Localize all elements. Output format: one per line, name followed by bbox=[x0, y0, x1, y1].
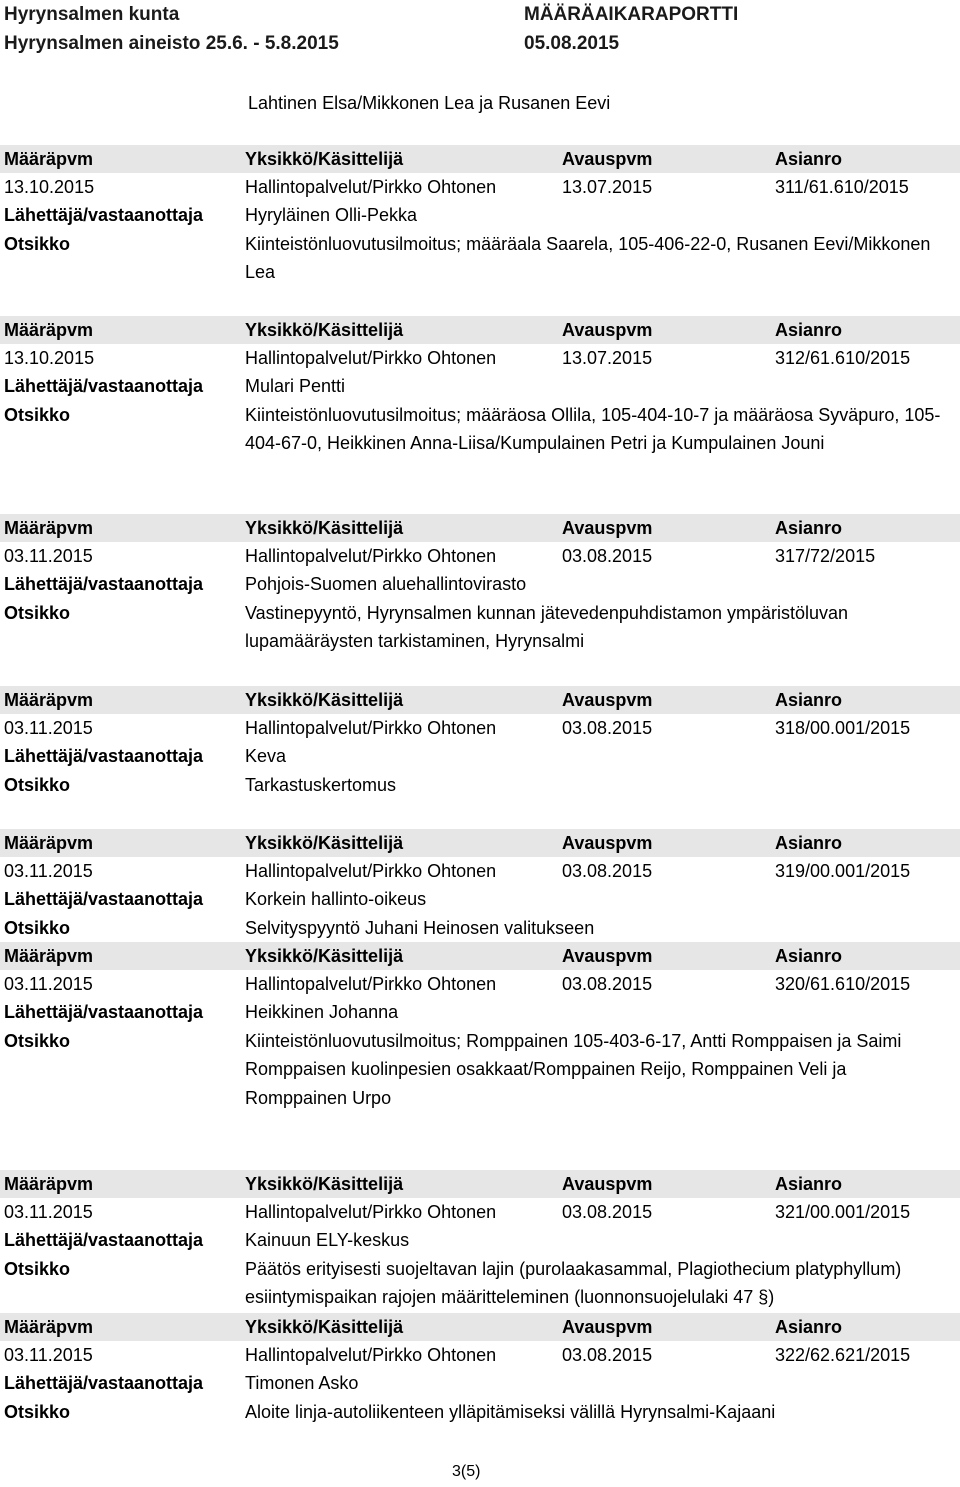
column-header-case-no: Asianro bbox=[775, 1317, 843, 1337]
sender-row bbox=[0, 372, 960, 401]
title-row bbox=[0, 1255, 960, 1312]
opened-date: 13.07.2015 bbox=[562, 177, 653, 197]
column-header-handler: Yksikkö/Käsittelijä bbox=[245, 320, 404, 340]
column-header-opened: Avauspvm bbox=[562, 1317, 653, 1337]
column-header-opened: Avauspvm bbox=[562, 320, 653, 340]
record-data-row bbox=[0, 714, 960, 742]
title-value: Päätös erityisesti suojeltavan lajin (purolaakasammal, Plagiothecium platyphyllum) esiintymispaikan rajojen määritteleminen (luonnonsuojelulaki 47 §) bbox=[245, 1258, 902, 1307]
column-header-case-no: Asianro bbox=[775, 690, 843, 710]
deadline-date: 03.11.2015 bbox=[4, 1202, 93, 1222]
sender-label: Lähettäjä/vastaanottaja bbox=[4, 574, 204, 594]
opened-date: 03.08.2015 bbox=[562, 1345, 653, 1365]
sender-value: Timonen Asko bbox=[245, 1373, 359, 1393]
case-number: 318/00.001/2015 bbox=[775, 718, 911, 738]
column-header-handler: Yksikkö/Käsittelijä bbox=[245, 518, 404, 538]
title-value: Kiinteistönluovutusilmoitus; Romppainen 105-403-6-17, Antti Romppaisen ja Saimi Romppaisen kuolinpesien osakkaat/Romppainen Reijo, Romppainen Veli ja Romppainen Urpo bbox=[245, 1030, 902, 1108]
column-header-deadline: Määräpvm bbox=[4, 149, 94, 169]
column-header-deadline: Määräpvm bbox=[4, 518, 94, 538]
opened-date: 13.07.2015 bbox=[562, 348, 653, 368]
case-number: 312/61.610/2015 bbox=[775, 348, 911, 368]
sender-row bbox=[0, 570, 960, 599]
opened-date: 03.08.2015 bbox=[562, 861, 653, 881]
continued-title-line: Lahtinen Elsa/Mikkonen Lea ja Rusanen Eevi bbox=[248, 93, 611, 113]
record-header-row bbox=[0, 145, 960, 173]
column-header-opened: Avauspvm bbox=[562, 833, 653, 853]
sender-value: Mulari Pentti bbox=[245, 376, 346, 396]
sender-label: Lähettäjä/vastaanottaja bbox=[4, 1373, 204, 1393]
sender-value: Korkein hallinto-oikeus bbox=[245, 889, 427, 909]
handler: Hallintopalvelut/Pirkko Ohtonen bbox=[245, 718, 497, 738]
case-number: 319/00.001/2015 bbox=[775, 861, 911, 881]
column-header-case-no: Asianro bbox=[775, 149, 843, 169]
sender-row bbox=[0, 201, 960, 230]
sender-label: Lähettäjä/vastaanottaja bbox=[4, 376, 204, 396]
case-number: 317/72/2015 bbox=[775, 546, 876, 566]
record-header-row bbox=[0, 316, 960, 344]
handler: Hallintopalvelut/Pirkko Ohtonen bbox=[245, 1202, 497, 1222]
report-source: Hyrynsalmen aineisto 25.6. - 5.8.2015 bbox=[4, 33, 339, 54]
deadline-date: 03.11.2015 bbox=[4, 546, 93, 566]
title-value: Tarkastuskertomus bbox=[245, 774, 397, 795]
case-number: 322/62.621/2015 bbox=[775, 1345, 911, 1365]
column-header-case-no: Asianro bbox=[775, 946, 843, 966]
case-number: 320/61.610/2015 bbox=[775, 974, 911, 994]
record-header-row bbox=[0, 942, 960, 970]
sender-label: Lähettäjä/vastaanottaja bbox=[4, 889, 204, 909]
deadline-date: 03.11.2015 bbox=[4, 1345, 93, 1365]
column-header-deadline: Määräpvm bbox=[4, 320, 94, 340]
sender-row bbox=[0, 1369, 960, 1398]
record-header-row bbox=[0, 829, 960, 857]
column-header-handler: Yksikkö/Käsittelijä bbox=[245, 946, 404, 966]
title-value: Vastinepyyntö, Hyrynsalmen kunnan jätevedenpuhdistamon ympäristöluvan lupamääräysten tarkistaminen, Hyrynsalmi bbox=[245, 602, 849, 651]
report-title: MÄÄRÄAIKARAPORTTI bbox=[524, 4, 739, 25]
organization-name: Hyrynsalmen kunta bbox=[4, 4, 180, 25]
column-header-deadline: Määräpvm bbox=[4, 833, 94, 853]
opened-date: 03.08.2015 bbox=[562, 974, 653, 994]
title-row bbox=[0, 914, 960, 943]
column-header-handler: Yksikkö/Käsittelijä bbox=[245, 1174, 404, 1194]
sender-label: Lähettäjä/vastaanottaja bbox=[4, 205, 204, 225]
title-label: Otsikko bbox=[4, 404, 71, 425]
title-value: Aloite linja-autoliikenteen ylläpitämiseksi välillä Hyrynsalmi-Kajaani bbox=[245, 1401, 776, 1422]
title-label: Otsikko bbox=[4, 233, 71, 254]
title-row bbox=[0, 1398, 960, 1427]
column-header-handler: Yksikkö/Käsittelijä bbox=[245, 1317, 404, 1337]
sender-value: Hyryläinen Olli-Pekka bbox=[245, 205, 418, 225]
record-data-row bbox=[0, 857, 960, 885]
title-label: Otsikko bbox=[4, 602, 71, 623]
column-header-opened: Avauspvm bbox=[562, 946, 653, 966]
column-header-handler: Yksikkö/Käsittelijä bbox=[245, 690, 404, 710]
opened-date: 03.08.2015 bbox=[562, 546, 653, 566]
case-number: 311/61.610/2015 bbox=[775, 177, 909, 197]
sender-value: Heikkinen Johanna bbox=[245, 1002, 399, 1022]
column-header-opened: Avauspvm bbox=[562, 518, 653, 538]
page-number: 3(5) bbox=[452, 1463, 481, 1480]
column-header-case-no: Asianro bbox=[775, 320, 843, 340]
column-header-handler: Yksikkö/Käsittelijä bbox=[245, 833, 404, 853]
record-data-row bbox=[0, 542, 960, 570]
sender-value: Kainuun ELY-keskus bbox=[245, 1230, 410, 1250]
record-block bbox=[0, 514, 960, 656]
sender-label: Lähettäjä/vastaanottaja bbox=[4, 746, 204, 766]
title-row bbox=[0, 230, 960, 287]
column-header-deadline: Määräpvm bbox=[4, 690, 94, 710]
sender-value: Keva bbox=[245, 746, 287, 766]
record-header-row bbox=[0, 1313, 960, 1341]
sender-row bbox=[0, 1226, 960, 1255]
title-label: Otsikko bbox=[4, 917, 71, 938]
title-label: Otsikko bbox=[4, 774, 71, 795]
record-block bbox=[0, 316, 960, 458]
handler: Hallintopalvelut/Pirkko Ohtonen bbox=[245, 348, 497, 368]
column-header-opened: Avauspvm bbox=[562, 149, 653, 169]
title-label: Otsikko bbox=[4, 1258, 71, 1279]
handler: Hallintopalvelut/Pirkko Ohtonen bbox=[245, 177, 497, 197]
sender-value: Pohjois-Suomen aluehallintovirasto bbox=[245, 574, 527, 594]
record-block bbox=[0, 1170, 960, 1312]
column-header-handler: Yksikkö/Käsittelijä bbox=[245, 149, 404, 169]
title-label: Otsikko bbox=[4, 1030, 71, 1051]
title-value: Selvityspyyntö Juhani Heinosen valitukseen bbox=[245, 917, 595, 938]
title-value: Kiinteistönluovutusilmoitus; määräala Saarela, 105-406-22-0, Rusanen Eevi/Mikkonen Lea bbox=[245, 233, 931, 282]
record-data-row bbox=[0, 173, 960, 201]
deadline-date: 13.10.2015 bbox=[4, 348, 95, 368]
report-date: 05.08.2015 bbox=[524, 33, 620, 54]
column-header-opened: Avauspvm bbox=[562, 1174, 653, 1194]
opened-date: 03.08.2015 bbox=[562, 1202, 653, 1222]
sender-row bbox=[0, 742, 960, 771]
record-block bbox=[0, 686, 960, 799]
column-header-case-no: Asianro bbox=[775, 833, 843, 853]
title-row bbox=[0, 401, 960, 458]
sender-row bbox=[0, 885, 960, 914]
record-header-row bbox=[0, 514, 960, 542]
column-header-case-no: Asianro bbox=[775, 518, 843, 538]
record-block bbox=[0, 942, 960, 1112]
sender-label: Lähettäjä/vastaanottaja bbox=[4, 1230, 204, 1250]
opened-date: 03.08.2015 bbox=[562, 718, 653, 738]
deadline-date: 13.10.2015 bbox=[4, 177, 95, 197]
title-value: Kiinteistönluovutusilmoitus; määräosa Ollila, 105-404-10-7 ja määräosa Syväpuro, 105-404-67-0, Heikkinen Anna-Liisa/Kumpulainen Petri ja Kumpulainen Jouni bbox=[245, 404, 941, 453]
case-number: 321/00.001/2015 bbox=[775, 1202, 911, 1222]
record-header-row bbox=[0, 1170, 960, 1198]
record-header-row bbox=[0, 686, 960, 714]
handler: Hallintopalvelut/Pirkko Ohtonen bbox=[245, 1345, 497, 1365]
column-header-deadline: Määräpvm bbox=[4, 1317, 94, 1337]
handler: Hallintopalvelut/Pirkko Ohtonen bbox=[245, 861, 497, 881]
column-header-opened: Avauspvm bbox=[562, 690, 653, 710]
record-data-row bbox=[0, 970, 960, 998]
sender-row bbox=[0, 998, 960, 1027]
title-label: Otsikko bbox=[4, 1401, 71, 1422]
column-header-deadline: Määräpvm bbox=[4, 946, 94, 966]
handler: Hallintopalvelut/Pirkko Ohtonen bbox=[245, 546, 497, 566]
deadline-date: 03.11.2015 bbox=[4, 718, 93, 738]
title-row bbox=[0, 599, 960, 656]
record-block bbox=[0, 145, 960, 287]
title-row bbox=[0, 1027, 960, 1113]
handler: Hallintopalvelut/Pirkko Ohtonen bbox=[245, 974, 497, 994]
column-header-deadline: Määräpvm bbox=[4, 1174, 94, 1194]
record-data-row bbox=[0, 344, 960, 372]
record-block bbox=[0, 1313, 960, 1426]
record-block bbox=[0, 829, 960, 942]
sender-label: Lähettäjä/vastaanottaja bbox=[4, 1002, 204, 1022]
deadline-date: 03.11.2015 bbox=[4, 861, 93, 881]
deadline-date: 03.11.2015 bbox=[4, 974, 93, 994]
column-header-case-no: Asianro bbox=[775, 1174, 843, 1194]
record-data-row bbox=[0, 1341, 960, 1369]
title-row bbox=[0, 771, 960, 800]
record-data-row bbox=[0, 1198, 960, 1226]
